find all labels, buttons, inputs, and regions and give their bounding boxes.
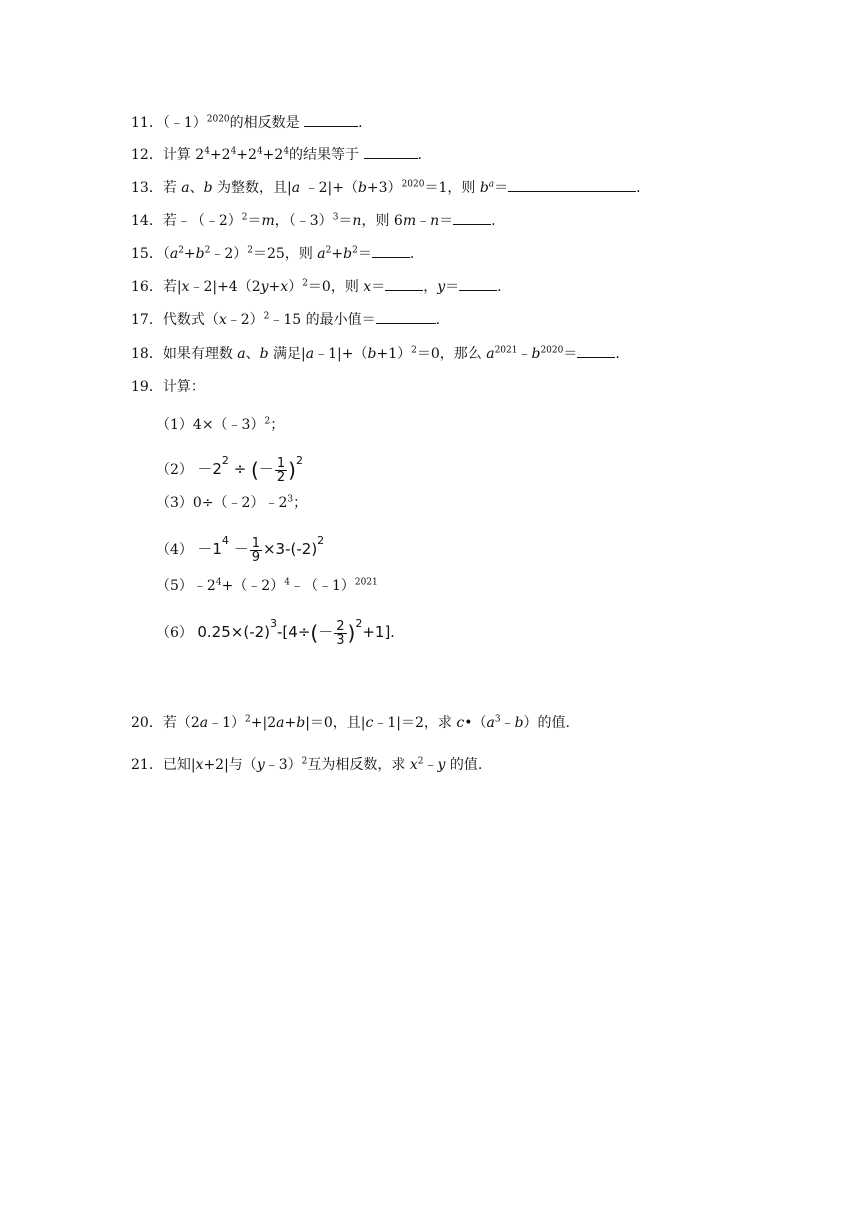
fraction: $\frac{1}{9}$ xyxy=(251,535,260,565)
sub-question-6: （6） $0.25\times(-2)^3-[4\div(-$ $\frac{2}{3}$ )$^2$+1]. xyxy=(156,617,395,648)
question-21: 21．已知|x+2|与（y﹣3）$^2$互为相反数，求 $x^2﹣y$ 的值. xyxy=(131,756,483,773)
question-13: 13．若 a、b 为整数，且|a $﹣2|+(b+3)^{2020}=1$，则 $b^a=$ ． xyxy=(131,179,651,196)
fraction: $\frac{2}{3}$ xyxy=(336,618,345,648)
answer-blank[interactable] xyxy=(508,179,636,192)
sub-question-1: （1）4×（﹣3）$^2$； xyxy=(156,416,285,433)
answer-blank[interactable] xyxy=(304,114,358,127)
sub-question-2: $(2) -2^2$ ÷ (－ $\frac{1}{2}$ )$^2$ xyxy=(156,454,303,485)
question-16: 16．若$|x﹣2|+4(2y+x)^2=0$，则 x＝ ，y＝ . xyxy=(131,278,502,295)
question-20: 20．若（2a﹣1）$^2$+|2a+b|＝0，且|c﹣1|＝2，求 $c•(a^3﹣b)$的值. xyxy=(131,714,570,731)
sub-question-4: $(4) -1^4$ － $\frac{1}{9}$ $\times 3-(-2)^2$ xyxy=(156,534,325,565)
question-19: 19．计算： xyxy=(131,379,205,395)
answer-blank[interactable] xyxy=(577,345,615,358)
answer-blank-y[interactable] xyxy=(459,278,497,291)
question-14: 14．若﹣（﹣2）$^2$＝m，（﹣3）$^3$＝n，则 6m﹣n＝ . xyxy=(131,212,496,229)
question-12: 12．计算 $2^4+2^4+2^4+2^4$的结果等于 . xyxy=(131,146,422,163)
question-11: 11．（﹣1）$^{2020}$的相反数是 . xyxy=(131,114,363,131)
answer-blank[interactable] xyxy=(364,146,418,159)
fraction: $\frac{1}{2}$ xyxy=(276,455,286,485)
answer-blank-x[interactable] xyxy=(385,278,423,291)
answer-blank[interactable] xyxy=(372,245,410,258)
answer-blank[interactable] xyxy=(453,212,491,225)
answer-blank[interactable] xyxy=(376,311,436,324)
question-17: 17．代数式（x﹣2）$^2$﹣15 的最小值＝ . xyxy=(131,311,441,328)
sub-question-5: $(5)﹣2^4+(﹣2)^4﹣(﹣1)^{2021}$ xyxy=(156,577,378,594)
question-18: 18．如果有理数 a、b 满足$|a﹣1|+(b+1)^2=0$，那么 $a^{2021}﹣b^{2020}=$ . xyxy=(131,345,620,362)
question-15: 15．$(a^2+b^2﹣2)^2=25$，则 $a^2+b^2=$ . xyxy=(131,245,415,262)
sub-question-3: $(3)0\div(﹣2)﹣2^3$； xyxy=(156,494,308,511)
